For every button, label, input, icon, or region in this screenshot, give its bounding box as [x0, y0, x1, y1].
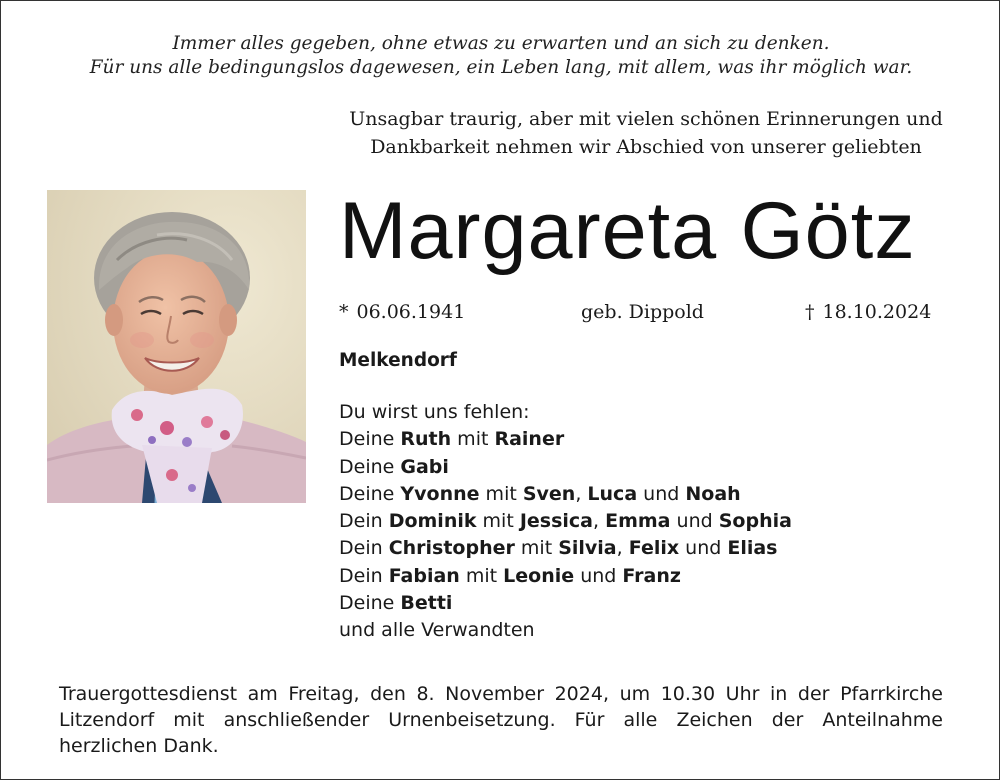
family-line-text: Deine	[339, 592, 401, 615]
family-line	[339, 426, 792, 453]
family-line-text: ,	[575, 482, 588, 505]
family-member-name: Gabi	[400, 455, 449, 478]
portrait-photo	[47, 190, 306, 503]
family-closing: und alle Verwandten	[339, 619, 535, 642]
family-line-text: mit	[479, 482, 523, 505]
family-member-name: Fabian	[388, 564, 460, 587]
family-line-text: Deine	[339, 482, 401, 505]
family-line	[339, 563, 792, 590]
family-member-name: Christopher	[388, 537, 515, 560]
life-dates	[339, 301, 959, 327]
family-member-name: Ruth	[400, 428, 452, 451]
birth-info	[339, 301, 465, 323]
family-line-text: und	[637, 482, 686, 505]
death-info	[805, 301, 931, 323]
family-line-text: mit	[451, 428, 495, 451]
family-member-name: Jessica	[519, 510, 593, 533]
intro-line-1: Unsagbar traurig, aber mit vielen schönen Erinnerungen und	[349, 108, 943, 130]
family-line-text: Dein	[339, 510, 389, 533]
portrait-illustration	[47, 190, 306, 503]
family-line-text: Dein	[339, 537, 389, 560]
family-member-name: Felix	[628, 537, 680, 560]
family-line-text: Dein	[339, 564, 389, 587]
service-announcement: Trauergottesdienst am Freitag, den 8. November 2024, um 10.30 Uhr in der Pfarrkirche Litzendorf mit anschließender Urnenbeisetzung. Für alle Zeichen der Anteilnahme herzlichen Dank.	[59, 683, 943, 757]
family-line-text: Deine	[339, 428, 401, 451]
family-list	[339, 399, 792, 645]
maiden-name: geb. Dippold	[581, 301, 704, 323]
motto	[1, 32, 1000, 80]
family-member-name: Sophia	[718, 510, 792, 533]
family-member-name: Franz	[622, 564, 681, 587]
family-member-name: Sven	[522, 482, 576, 505]
family-member-name: Yvonne	[400, 482, 480, 505]
family-member-name: Luca	[587, 482, 638, 505]
family-line	[339, 535, 792, 562]
birth-date: 06.06.1941	[356, 301, 466, 323]
family-line	[339, 481, 792, 508]
family-line-text: Deine	[339, 455, 401, 478]
family-line-text: ,	[616, 537, 629, 560]
family-line-text: ,	[593, 510, 606, 533]
family-member-name: Leonie	[503, 564, 575, 587]
family-member-name: Rainer	[494, 428, 565, 451]
family-line-text: und	[670, 510, 719, 533]
family-line	[339, 508, 792, 535]
family-member-name: Elias	[727, 537, 778, 560]
death-cross-icon: †	[805, 301, 815, 323]
motto-line-1: Immer alles gegeben, ohne etwas zu erwarten und an sich zu denken.	[172, 33, 830, 54]
family-member-name: Dominik	[388, 510, 477, 533]
family-line-text: mit	[514, 537, 559, 560]
family-member-name: Noah	[685, 482, 741, 505]
family-member-name: Silvia	[558, 537, 617, 560]
intro-line-2: Dankbarkeit nehmen wir Abschied von unserer geliebten	[370, 136, 922, 158]
family-intro: Du wirst uns fehlen:	[339, 401, 530, 423]
family-line-text: und	[574, 564, 623, 587]
deceased-name: Margareta Götz	[339, 186, 916, 276]
family-member-name: Emma	[605, 510, 671, 533]
intro-text	[331, 105, 961, 161]
family-line-text: mit	[459, 564, 504, 587]
motto-line-2: Für uns alle bedingungslos dagewesen, ein Leben lang, mit allem, was ihr möglich war.	[89, 57, 913, 78]
family-line-text: mit	[476, 510, 520, 533]
family-members	[339, 426, 792, 617]
family-line	[339, 590, 792, 617]
birth-star-icon: *	[339, 301, 349, 323]
hometown: Melkendorf	[339, 350, 457, 371]
death-date: 18.10.2024	[822, 301, 932, 323]
family-member-name: Betti	[400, 592, 453, 615]
family-line-text: und	[679, 537, 728, 560]
family-line	[339, 454, 792, 481]
